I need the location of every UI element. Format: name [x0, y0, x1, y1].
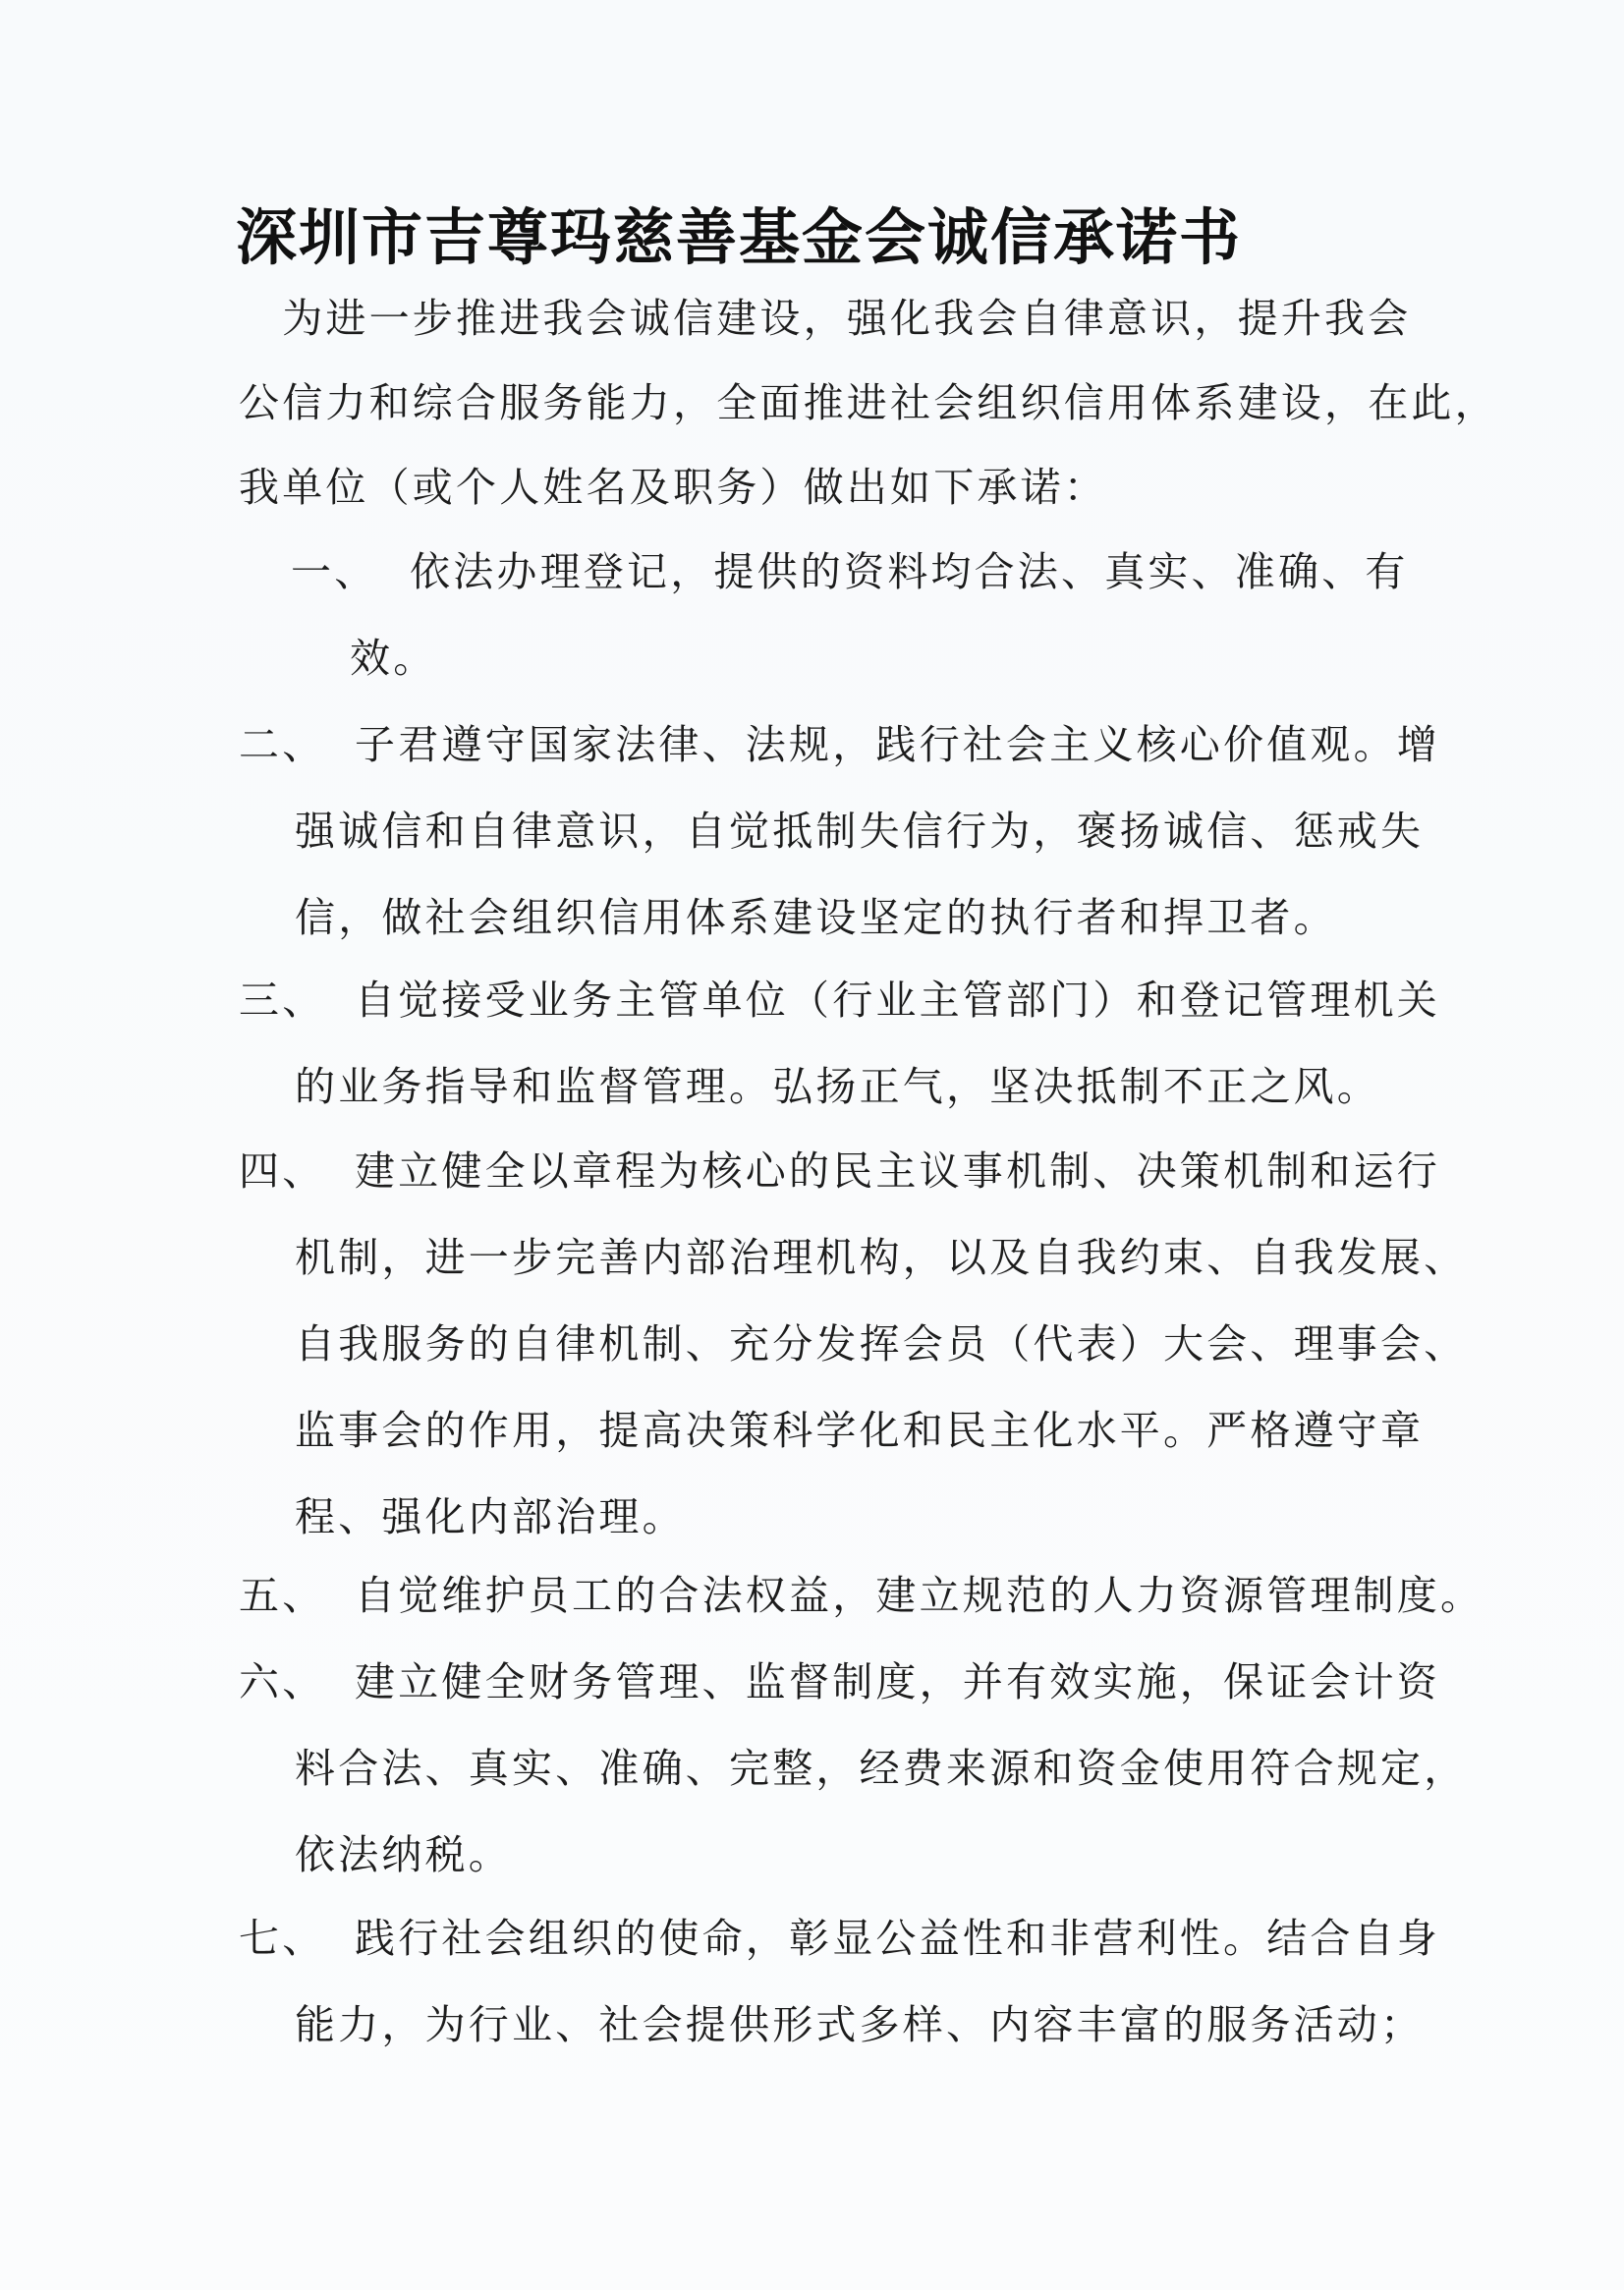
item-line: 自我服务的自律机制、充分发挥会员（代表）大会、理事会、 — [295, 1320, 1468, 1368]
item-line: 自觉接受业务主管单位（行业主管部门）和登记管理机关 — [355, 977, 1440, 1024]
commitment-item-4 — [239, 1128, 1468, 1560]
item-number: 三、 — [239, 977, 326, 1024]
item-line: 效。 — [350, 635, 437, 682]
item-line: 信，做社会组织信用体系建设坚定的执行者和捍卫者。 — [295, 894, 1337, 941]
item-line: 依法纳税。 — [295, 1831, 512, 1878]
item-line: 践行社会组织的使命，彰显公益性和非营利性。结合自身 — [355, 1915, 1440, 1962]
intro-paragraph — [239, 276, 1498, 530]
item-number: 一、 — [291, 548, 378, 595]
item-number: 六、 — [239, 1658, 326, 1705]
intro-line: 我单位（或个人姓名及职务）做出如下承诺： — [239, 464, 1107, 511]
item-line: 强诚信和自律意识，自觉抵制失信行为，褒扬诚信、惩戒失 — [295, 808, 1425, 855]
item-line: 建立健全以章程为核心的民主议事机制、决策机制和运行 — [355, 1147, 1440, 1195]
item-line: 能力，为行业、社会提供形式多样、内容丰富的服务活动； — [295, 2001, 1425, 2048]
commitment-item-3 — [239, 957, 1440, 1130]
commitment-item-2 — [239, 701, 1440, 961]
commitment-item-7 — [239, 1895, 1440, 2068]
item-line: 程、强化内部治理。 — [295, 1493, 686, 1540]
commitment-item-6 — [239, 1639, 1468, 1898]
document-title: 深圳市吉尊玛慈善基金会诚信承诺书 — [236, 201, 1243, 273]
item-line: 建立健全财务管理、监督制度，并有效实施，保证会计资 — [355, 1658, 1440, 1705]
item-line: 依法办理登记，提供的资料均合法、真实、准确、有 — [410, 548, 1409, 595]
commitment-item-1 — [239, 529, 1409, 701]
item-number: 二、 — [239, 721, 326, 768]
intro-line: 公信力和综合服务能力，全面推进社会组织信用体系建设，在此， — [239, 379, 1498, 426]
commitment-item-5 — [239, 1552, 1484, 1639]
item-line: 机制，进一步完善内部治理机构，以及自我约束、自我发展、 — [295, 1234, 1468, 1281]
item-line: 自觉维护员工的合法权益，建立规范的人力资源管理制度。 — [355, 1572, 1484, 1619]
item-line: 监事会的作用，提高决策科学化和民主化水平。严格遵守章 — [295, 1407, 1425, 1454]
item-line: 料合法、真实、准确、完整，经费来源和资金使用符合规定， — [295, 1745, 1468, 1792]
intro-line: 为进一步推进我会诚信建设，强化我会自律意识，提升我会 — [239, 295, 1412, 342]
item-number: 五、 — [239, 1572, 326, 1619]
item-number: 四、 — [239, 1147, 326, 1195]
item-line: 的业务指导和监督管理。弘扬正气，坚决抵制不正之风。 — [295, 1063, 1380, 1110]
item-line: 子君遵守国家法律、法规，践行社会主义核心价值观。增 — [355, 721, 1440, 768]
item-number: 七、 — [239, 1915, 326, 1962]
